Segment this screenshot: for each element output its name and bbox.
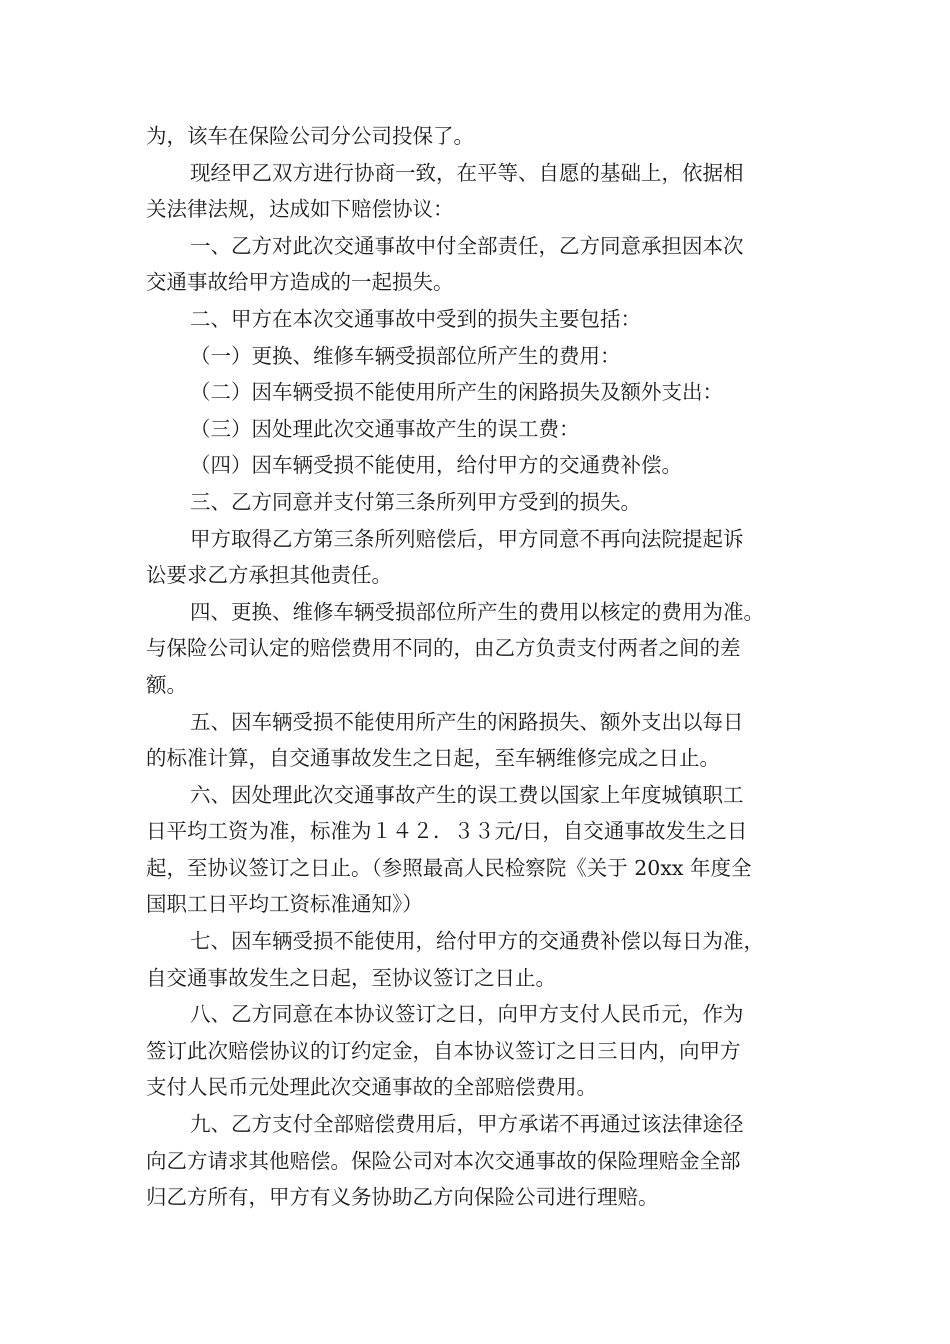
text-line: 为，该车在保险公司分公司投保了。	[146, 124, 474, 148]
text-line: 向乙方请求其他赔偿。保险公司对本次交通事故的保险理赔金全部	[146, 1148, 741, 1173]
text-line: 三、乙方同意并支付第三条所列甲方受到的损失。	[190, 489, 641, 514]
text-line: 二、甲方在本次交通事故中受到的损失主要包括：	[190, 306, 641, 331]
text-line: （二）因车辆受损不能使用所产生的闲路损失及额外支出：	[190, 380, 723, 405]
text-line: 四、更换、维修车辆受损部位所产生的费用以核定的费用为准。	[190, 599, 764, 624]
text-line: 九、乙方支付全部赔偿费用后，甲方承诺不再通过该法律途径	[190, 1112, 744, 1137]
text-line: 归乙方所有，甲方有义务协助乙方向保险公司进行理赔。	[146, 1185, 659, 1210]
text-line: 五、因车辆受损不能使用所产生的闲路损失、额外支出以每日	[190, 709, 744, 734]
text-line: 六、因处理此次交通事故产生的误工费以国家上年度城镇职工	[190, 782, 744, 807]
text-line: （一）更换、维修车辆受损部位所产生的费用：	[190, 343, 621, 368]
text-line: 日平均工资为准，标准为１４２．３３元/日，自交通事故发生之日	[146, 819, 748, 844]
text-line: 的标准计算，自交通事故发生之日起，至车辆维修完成之日止。	[146, 746, 720, 771]
text-line: 与保险公司认定的赔偿费用不同的，由乙方负责支付两者之间的差	[146, 636, 741, 661]
agreement-body	[146, 118, 806, 1216]
text-line: 七、因车辆受损不能使用，给付甲方的交通费补偿以每日为准，	[190, 929, 764, 954]
text-line: 起，至协议签订之日止。（参照最高人民检察院《关于 20xx 年度全	[146, 855, 752, 880]
text-line: 甲方取得乙方第三条所列赔偿后，甲方同意不再向法院提起诉	[190, 526, 744, 551]
text-line: 支付人民币元处理此次交通事故的全部赔偿费用。	[146, 1075, 597, 1100]
text-line: 八、乙方同意在本协议签订之日，向甲方支付人民币元，作为	[190, 1002, 744, 1027]
text-line: 关法律法规，达成如下赔偿协议：	[146, 197, 454, 222]
text-line: 国职工日平均工资标准通知》）	[146, 892, 423, 917]
text-line: 额。	[146, 672, 187, 697]
text-line: 交通事故给甲方造成的一起损失。	[146, 270, 454, 295]
text-line: 签订此次赔偿协议的订约定金，自本协议签订之日三日内，向甲方	[146, 1038, 741, 1063]
text-line: 一、乙方对此次交通事故中付全部责任，乙方同意承担因本次	[190, 233, 744, 258]
text-line: （三）因处理此次交通事故产生的误工费：	[190, 416, 580, 441]
text-line: 自交通事故发生之日起，至协议签订之日止。	[146, 965, 556, 990]
text-line: 现经甲乙双方进行协商一致，在平等、自愿的基础上，依据相	[190, 160, 744, 185]
text-line: （四）因车辆受损不能使用，给付甲方的交通费补偿。	[190, 453, 682, 478]
text-line: 讼要求乙方承担其他责任。	[146, 563, 392, 588]
